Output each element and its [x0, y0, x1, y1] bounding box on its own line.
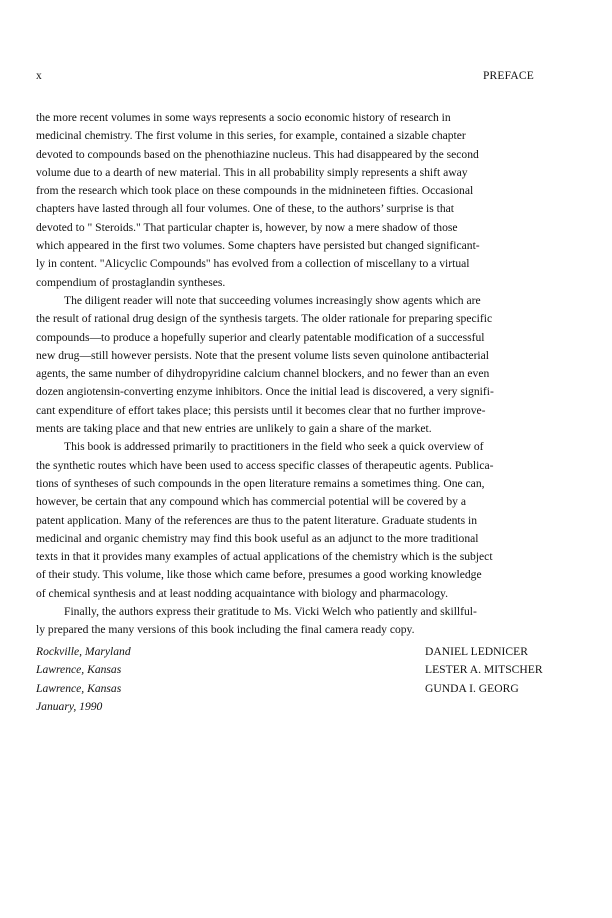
- text-line: patent application. Many of the references are thus to the patent literature. Graduate students in: [36, 513, 478, 527]
- text-line: This book is addressed primarily to practitioners in the field who seek a quick overview of: [64, 440, 484, 454]
- author-name: GUNDA I. GEORG: [425, 681, 519, 695]
- text-line: from the research which took place on these compounds in the midnineteen fifties. Occasional: [36, 184, 474, 198]
- text-line: volume due to a dearth of new material. This in all probability simply represents a shift away: [36, 165, 468, 179]
- author-name: LESTER A. MITSCHER: [425, 663, 543, 677]
- running-head: PREFACE: [482, 70, 534, 82]
- text-line: tions of syntheses of such compounds in the open literature remains a sometimes thing. One can,: [36, 476, 485, 490]
- text-line: chapters have lasted through all four volumes. One of these, to the authors’ surprise is that: [36, 202, 455, 216]
- author-name: DANIEL LEDNICER: [425, 645, 528, 658]
- paragraph: [36, 438, 532, 603]
- text-line: new drug—still however persists. Note that the present volume lists seven quinolone antibacterial: [36, 348, 490, 362]
- text-line: ments are taking place and that new entries are unlikely to gain a share of the market.: [36, 422, 432, 436]
- preface-body: [36, 109, 532, 640]
- paragraph: [36, 603, 532, 640]
- signature-place: Lawrence, Kansas: [36, 663, 122, 677]
- text-line: ly prepared the many versions of this book including the final camera ready copy.: [36, 623, 415, 637]
- text-line: devoted to " Steroids." That particular chapter is, however, by now a mere shadow of those: [36, 220, 458, 234]
- text-line: medicinal chemistry. The first volume in this series, for example, contained a sizable chapter: [36, 129, 466, 143]
- text-line: ly in content. "Alicyclic Compounds" has evolved from a collection of miscellany to a virtual: [36, 257, 470, 271]
- text-line: however, be certain that any compound which has commercial potential will be covered by a: [36, 495, 466, 509]
- text-line: compendium of prostaglandin syntheses.: [36, 275, 226, 289]
- text-line: the synthetic routes which have been used to access specific classes of therapeutic agents. Publica-: [36, 458, 494, 472]
- paragraph: [36, 109, 532, 292]
- text-line: of chemical synthesis and at least nodding acquaintance with biology and pharmacology.: [36, 586, 448, 600]
- text-line: The diligent reader will note that succeeding volumes increasingly show agents which are: [64, 293, 481, 307]
- text-line: dozen angiotensin-converting enzyme inhibitors. Once the initial lead is discovered, a very signifi-: [36, 385, 494, 399]
- text-line: compounds—to produce a hopefully superior and clearly patentable modification of a successful: [36, 330, 485, 344]
- signature-place: Lawrence, Kansas: [36, 681, 122, 695]
- page-header: [36, 70, 534, 86]
- text-line: Finally, the authors express their gratitude to Ms. Vicki Welch who patiently and skillful-: [64, 605, 477, 619]
- signature-place: Rockville, Maryland: [36, 645, 131, 658]
- text-line: the result of rational drug design of the synthesis targets. The older rationale for preparing specific: [36, 312, 493, 326]
- text-line: which appeared in the first two volumes. Some chapters have persisted but changed significant-: [36, 239, 480, 253]
- text-line: the more recent volumes in some ways represents a socio economic history of research in: [36, 111, 451, 124]
- text-line: of their study. This volume, like those which came before, presumes a good working knowledge: [36, 568, 482, 582]
- text-line: agents, the same number of dihydropyridine calcium channel blockers, and no fewer than an even: [36, 367, 490, 381]
- signature-authors: [425, 643, 543, 698]
- text-line: texts in that it provides many examples of actual applications of the chemistry which is the subject: [36, 550, 493, 564]
- text-line: devoted to compounds based on the phenothiazine nucleus. This had disappeared by the second: [36, 147, 479, 161]
- text-line: medicinal and organic chemistry may find this book useful as an adjunct to the more traditional: [36, 531, 479, 545]
- signature-date: January, 1990: [36, 699, 103, 713]
- page-number: x: [36, 70, 42, 82]
- text-line: cant expenditure of effort takes place; this persists until it becomes clear that no further improve-: [36, 403, 486, 417]
- signature-places: [36, 643, 131, 716]
- paragraph: [36, 292, 532, 438]
